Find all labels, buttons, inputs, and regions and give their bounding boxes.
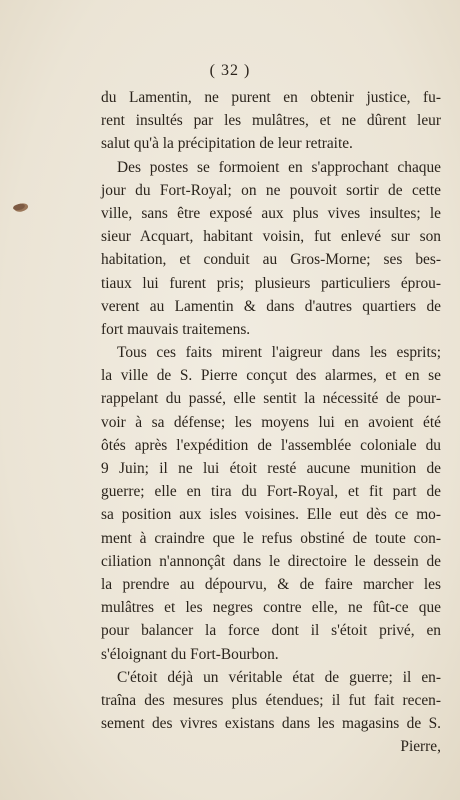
text-line: du Lamentin, ne purent en obtenir justice, fu- [101,89,441,106]
text-line: tiaux lui furent pris; plusieurs particuliers éprou- [101,274,441,292]
text-line: ciliation n'annonçât dans le directoire le dessein de [101,552,441,570]
text-line: ment à craindre que le refus obstiné de toute con- [101,529,441,547]
text-line: traîna des mesures plus étendues; il fut fait recen- [101,691,441,709]
text-line: sieur Acquart, habitant voisin, fut enlevé sur son [101,228,441,246]
text-line: Pierre, [400,738,441,756]
text-line: s'éloignant du Fort-Bourbon. [101,645,279,663]
text-line: rappelant du passé, elle sentit la nécessité de pour- [101,390,441,408]
text-line: sement des vivres existans dans les magasins de S. [101,715,441,733]
text-line: C'étoit déjà un véritable état de guerre; il en- [117,668,441,686]
text-line: ville, sans être exposé aux plus vives insultes; le [101,204,441,222]
text-line: sa position aux isles voisines. Elle eut dès ce mo- [101,506,441,524]
text-line: fort mauvais traitemens. [101,320,251,338]
ink-stain [13,203,26,211]
body-text [101,86,441,758]
text-line: pour balancer la force dont il s'étoit privé, en [101,622,441,640]
text-line: la prendre au dépourvu, & de faire marcher les [101,575,441,593]
text-line: 9 Juin; il ne lui étoit resté aucune munition de [101,460,441,477]
text-line: rent insultés par les mulâtres, et ne dûrent leur [101,112,441,130]
text-line: Tous ces faits mirent l'aigreur dans les esprits; [117,344,441,362]
text-line: verent au Lamentin & dans d'autres quartiers de [101,297,441,315]
text-line: ôtés après l'expédition de l'assemblée coloniale du [101,436,441,454]
text-line: guerre; elle en tira du Fort-Royal, et fit part de [101,483,441,501]
text-line: voir à sa défense; les moyens lui en avoient été [101,413,441,431]
text-line: habitation, et conduit au Gros-Morne; ses bes- [101,251,441,269]
text-line: jour du Fort-Royal; on ne pouvoit sortir de cette [101,181,441,199]
page-number: ( 32 ) [209,62,251,79]
text-line: mulâtres et les negres contre elle, ne fût-ce que [101,599,441,617]
text-line: salut qu'à la précipitation de leur retraite. [101,135,353,153]
text-line: la ville de S. Pierre conçut des alarmes, et en se [101,367,441,385]
text-line: Des postes se formoient en s'approchant chaque [117,158,441,176]
